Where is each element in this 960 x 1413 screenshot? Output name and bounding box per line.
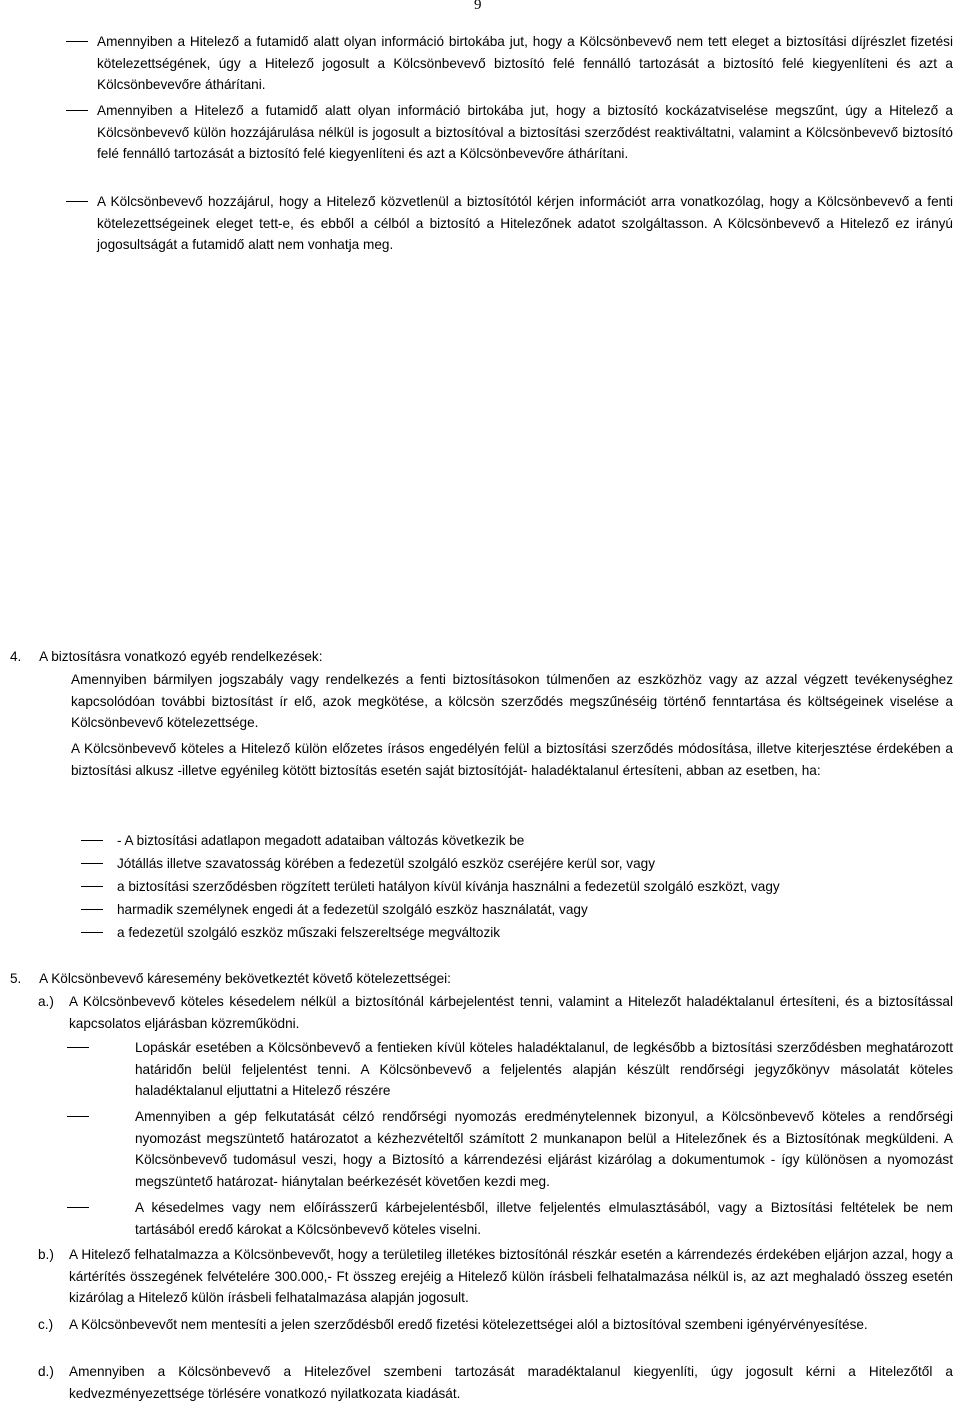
- dash-bullet: [66, 41, 88, 42]
- section-4-item: a biztosítási szerződésben rögzített területi hatályon kívül kívánja használni a fedezetül szolgáló eszközt, vagy: [117, 876, 953, 898]
- dash-bullet: [67, 1116, 89, 1117]
- section-4-item: harmadik személynek engedi át a fedezetül szolgáló eszköz használatát, vagy: [117, 899, 953, 921]
- section-5-b: A Hitelező felhatalmazza a Kölcsönbevevőt, hogy a területileg illetékes biztosítónál részkár esetén a kárrendezés érdekében eljárjon azzal, hogy a kártérítés összegének felvételére 300.000,- Ft összeg erejéig a Hitelező külön írásbeli felhatalmazása nélkül is, az azt meghaladó összeg esetén kizárólag a Hitelező külön írásbeli felhatalmazása alapján jogosult.: [69, 1247, 953, 1306]
- top-bullet-1: Amennyiben a Hitelező a futamidő alatt olyan információ birtokába jut, hogy a Kölcsönbevevő nem tett eleget a biztosítási díjrészlet fizetési kötelezettségének, úgy a Hitelező jogosult a Kölcsönbevevő biztosító felé fennálló tartozását a biztosító felé kiegyenlíteni és azt a Kölcsönbevevőre áthárítani.: [97, 31, 953, 96]
- section-5-a-bullet-1: Lopáskár esetében a Kölcsönbevevő a fentieken kívül köteles haladéktalanul, de legkésőbb a biztosítási szerződésben meghatározott határidőn belül feljelentést tenni. A Kölcsönbevevő a feljelentés alapján készült rendőrségi jegyzőkönyv másolatát köteles haladéktalanul eljuttatni a Hitelező részére: [135, 1037, 953, 1102]
- section-4-paragraph-1: Amennyiben bármilyen jogszabály vagy rendelkezés a fenti biztosításokon túlmenően az eszközhöz vagy az azzal végzett tevékenységhez kapcsolódóan további biztosítást ír elő, azok megkötése, a kölcsön szerződés megszűnéséig történő fenntartása és költségeinek viselése a Kölcsönbevevő kötelezettsége.: [71, 672, 953, 731]
- dash-bullet: [81, 886, 103, 887]
- section-5-a-bullet-2: Amennyiben a gép felkutatását célzó rendőrségi nyomozás eredménytelennek bizonyul, a Kölcsönbevevő köteles a rendőrségi nyomozást megszüntető határozatot a kézhezvételtől számított 2 munkanapon belül a Hitelezőnek és a Biztosítónak megküldeni. A Kölcsönbevevő tudomásul veszi, hogy a Biztosító a kárrendezési eljárást kizárólag a dokumentumok - így különösen a nyomozást megszüntető határozat- hiánytalan beérkezését követően kezdi meg.: [135, 1106, 953, 1192]
- section-4-item: a fedezetül szolgáló eszköz műszaki felszereltsége megváltozik: [117, 922, 953, 944]
- dash-bullet: [67, 1207, 89, 1208]
- dash-bullet: [81, 909, 103, 910]
- label-5d: d.): [38, 1364, 54, 1379]
- section-4-item: Jótállás illetve szavatosság körében a fedezetül szolgáló eszköz cseréjére kerül sor, vagy: [117, 853, 953, 875]
- dash-bullet: [81, 840, 103, 841]
- dash-bullet: [81, 863, 103, 864]
- label-5a: a.): [38, 994, 54, 1009]
- label-5c: c.): [38, 1317, 54, 1332]
- section-5-a-bullet-3: A késedelmes vagy nem előírásszerű kárbejelentésből, illetve feljelentés elmulasztásából, vagy a Biztosítási feltételek be nem tartásából eredő károkat a Kölcsönbevevő köteles viselni.: [135, 1197, 953, 1240]
- top-bullet-3: A Kölcsönbevevő hozzájárul, hogy a Hitelező közvetlenül a biztosítótól kérjen információt arra vonatkozólag, hogy a Kölcsönbevevő a fenti kötelezettségeinek eleget tett-e, és ebből a célból a biztosító a Hitelezőnek adatot szolgáltasson. A Kölcsönbevevő a Hitelező ez irányú jogosultságát a futamidő alatt nem vonhatja meg.: [97, 191, 953, 256]
- section-number: 5.: [10, 971, 22, 986]
- section-number: 4.: [10, 649, 22, 664]
- label-5b: b.): [38, 1247, 54, 1262]
- dash-bullet: [81, 932, 103, 933]
- section-5-heading: [10, 968, 451, 990]
- dash-bullet: [67, 1047, 89, 1048]
- section-4-heading: [10, 646, 323, 668]
- dash-bullet: [66, 110, 88, 111]
- section-4-paragraph-2: A Kölcsönbevevő köteles a Hitelező külön előzetes írásos engedélyén felül a biztosítási szerződés módosítása, illetve kiterjesztése érdekében a biztosítási alkusz -illetve egyénileg kötött biztosítás esetén saját biztosítóját- haladéktalanul értesíteni, abban az esetben, ha:: [71, 741, 953, 778]
- page-number: 9: [474, 0, 482, 13]
- section-5-c: A Kölcsönbevevőt nem mentesíti a jelen szerződésből eredő fizetési kötelezettségei alól a biztosítóval szembeni igényérvényesítése.: [69, 1317, 868, 1332]
- section-4-item: - A biztosítási adatlapon megadott adataiban változás következik be: [117, 830, 953, 852]
- section-5-a: A Kölcsönbevevő köteles késedelem nélkül a biztosítónál kárbejelentést tenni, valamint a Hitelezőt haladéktalanul értesíteni, és a biztosítással kapcsolatos eljárásban közreműködni.: [69, 994, 953, 1031]
- section-title: A Kölcsönbevevő káresemény bekövetkeztét követő kötelezettségei:: [39, 971, 451, 986]
- section-title: A biztosításra vonatkozó egyéb rendelkezések:: [39, 649, 323, 664]
- dash-bullet: [66, 201, 88, 202]
- top-bullet-2: Amennyiben a Hitelező a futamidő alatt olyan információ birtokába jut, hogy a biztosító kockázatviselése megszűnt, úgy a Hitelező a Kölcsönbevevő külön hozzájárulása nélkül is jogosult a biztosítóval a biztosítási szerződést reaktiváltatni, valamint a Kölcsönbevevő biztosító felé fennálló tartozását a biztosító felé kiegyenlíteni és azt a Kölcsönbevevőre áthárítani.: [97, 100, 953, 165]
- section-5-d: Amennyiben a Kölcsönbevevő a Hitelezővel szembeni tartozását maradéktalanul kiegyenlíti, úgy jogosult kérni a Hitelezőtől a kedvezményezettsége törlésére vonatkozó nyilatkozata kiadását.: [69, 1364, 953, 1401]
